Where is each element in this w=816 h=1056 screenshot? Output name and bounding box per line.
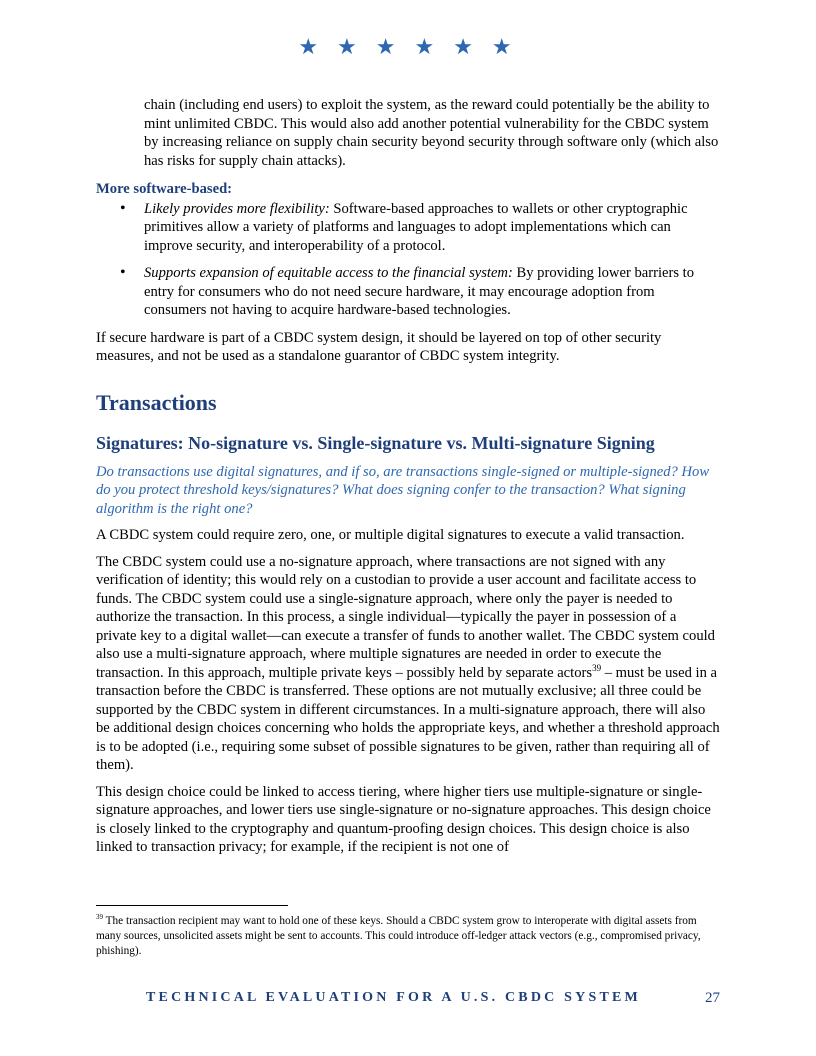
guiding-questions: Do transactions use digital signatures, and if so, are transactions single-signed or multiple-signed? How do you protect threshold keys/signatures? What does signing confer to the transaction? What signing algorithm is the right one? (96, 463, 710, 517)
paragraph-2-part-b: – must be used in a transaction before the CBDC is transferred. These options are not mutually exclusive; all three could be supported by the CBDC system in different circumstances. In a multi-signature approach, there will also be additional design choices concerning who holds the appropriate keys, and whether a threshold approach is to be adopted (i.e., requiring some subset of possible signatures to be given, rather than requiring all of them). (96, 664, 720, 773)
page-body (96, 96, 720, 865)
footnote (96, 914, 720, 959)
paragraph-2-part-a: The CBDC system could use a no-signature approach, where transactions are not signed with any verification of identity; this would rely on a custodian to provide a user account and facilitate access to funds. The CBDC system could use a single-signature approach, where only the payer is needed to authorize the transaction. In this process, a single individual—typically the payer in possession of a private key to a digital wallet—can execute a transfer of funds to another wallet. The CBDC system could also use a multi-signature approach, where multiple signatures are needed in order to execute the transaction. In this approach, multiple private keys – possibly held by separate actors (96, 553, 715, 681)
software-bullet-list (96, 200, 720, 320)
paragraph-1: A CBDC system could require zero, one, or multiple digital signatures to execute a valid transaction. (96, 527, 685, 543)
software-heading: More software-based: (96, 181, 233, 197)
secure-hardware-paragraph: If secure hardware is part of a CBDC system design, it should be layered on top of other security measures, and not be used as a standalone guarantor of CBDC system integrity. (96, 329, 662, 364)
footnote-ref[interactable]: 39 (592, 662, 602, 673)
bullet-text: Software-based approaches to wallets or other cryptographic primitives allow a variety of platforms and languages to adopt implementations which can improve security, and interoperability of a protocol. (144, 200, 688, 254)
footer-title: TECHNICAL EVALUATION FOR A U.S. CBDC SYSTEM (146, 990, 641, 1005)
bullet-item (96, 264, 720, 320)
continuation-paragraph: chain (including end users) to exploit the system, as the reward could potentially be the ability to mint unlimited CBDC. This would also add another potential vulnerability for the CBDC system by increasing reliance on supply chain security beyond security through software only (which also has risks for supply chain attacks). (144, 97, 719, 169)
paragraph-3: This design choice could be linked to access tiering, where higher tiers use multiple-signature or single-signature approaches, and lower tiers use single-signature or no-signature approaches. This design choice is closely linked to the cryptography and quantum-proofing design choices. This design choice is also linked to transaction privacy; for example, if the recipient is not one of (96, 783, 711, 855)
bullet-item (96, 200, 720, 256)
paragraph-2 (96, 553, 720, 775)
section-title: Transactions (96, 389, 217, 415)
bullet-lead: Likely provides more flexibility: (144, 200, 330, 217)
footnote-divider (96, 905, 288, 906)
footnote-number: 39 (96, 913, 103, 922)
page-number: 27 (705, 990, 720, 1006)
bullet-lead: Supports expansion of equitable access to the financial system: (144, 265, 513, 281)
header-stars: ★ ★ ★ ★ ★ ★ (298, 35, 518, 60)
footnote-text: The transaction recipient may want to hold one of these keys. Should a CBDC system grow to interoperate with digital assets from many sources, unsolicited assets might be sent to accounts. This could introduce off-ledger attack vectors (e.g., compromised privacy, phishing). (96, 915, 701, 957)
bullet-text: By providing lower barriers to entry for consumers who do not need secure hardware, it may encourage adoption from consumers not having to acquire hardware-based technologies. (144, 265, 695, 318)
subsection-title: Signatures: No-signature vs. Single-signature vs. Multi-signature Signing (96, 432, 655, 453)
